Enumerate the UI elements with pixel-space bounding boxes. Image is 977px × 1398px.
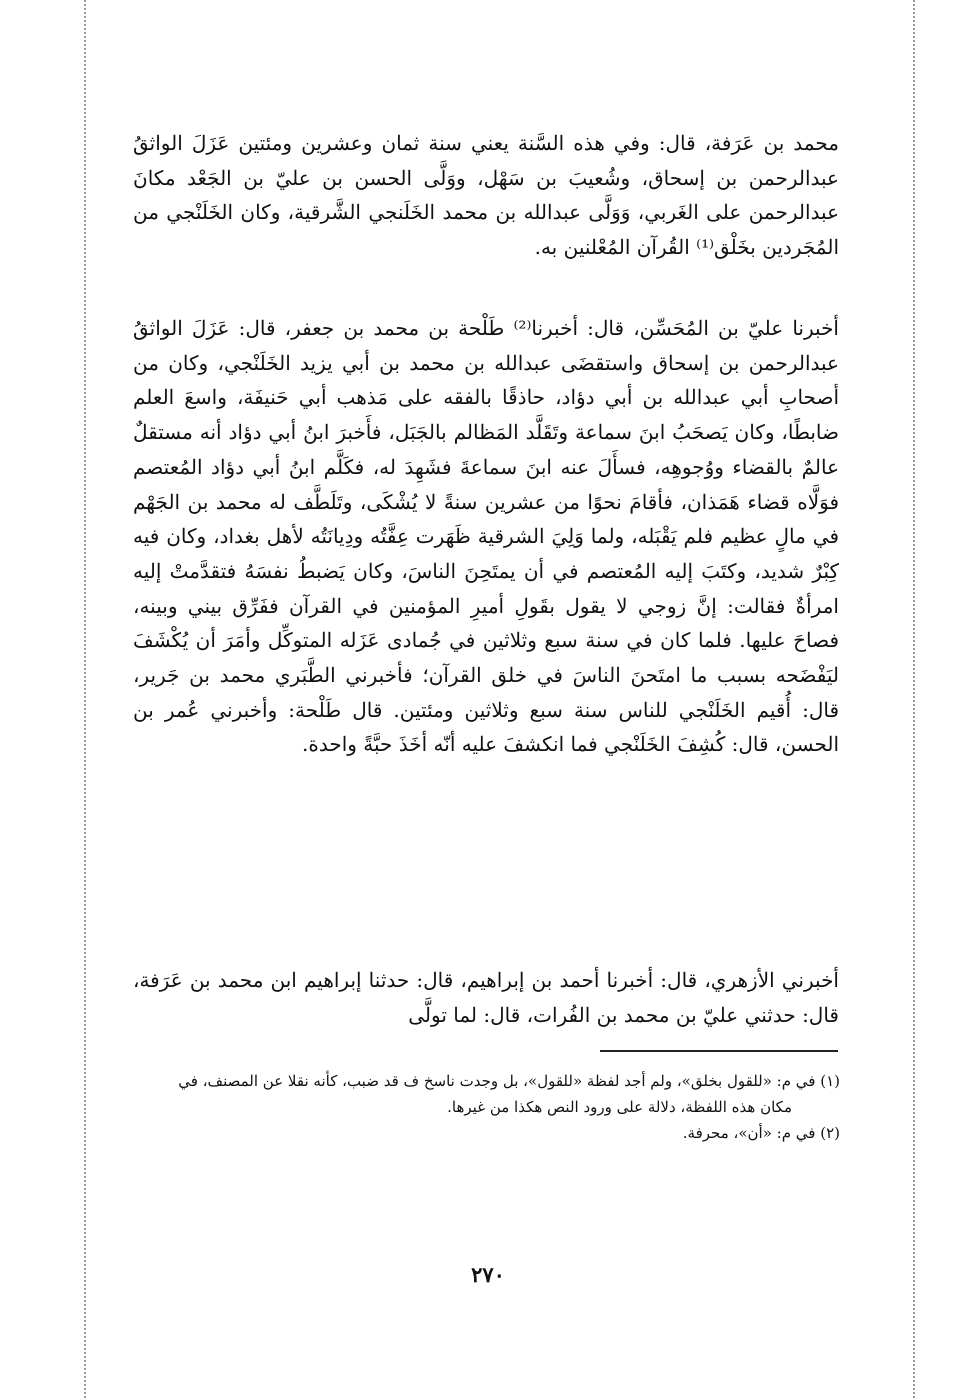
paragraph-2 <box>133 311 839 762</box>
paragraph-text: أخبرنا عليّ بن المُحَسِّن، قال: أخبرنا⁽²⁾ طَلْحة بن محمد بن جعفر، قال: عَزَلَ الواثقُ عبدالرحمن بن إسحاق واستقضَى عبدالله بن محمد بن أبي يزيد الخَلَنْجي، وكان من أصحابِ أبي عبدالله بن أبي دؤاد، حاذقًا بالفقه على مَذهب أبي حَنيفَة، واسعَ العلم ضابطًا، وكان يَصحَبُ ابنَ سماعة وتَقَلَّد المَظالم بالجَبَل، فأَخبرَ ابنُ أبي دؤاد أنه مستقلٌ عالمٌ بالقضاء ووُجوهِه، فسأَلَ عنه ابنَ سماعةَ فشَهِدَ له، فكَلَّم ابنُ أبي دؤاد المُعتصم فوَلَّاه قضاء هَمَذان، فأقامَ نحوًا من عشرين سنةً لا يُشْكَى، وتَلَطَّف له محمد بن الجَهْم في مالٍ عظيم فلم يَقْبَله، ولما وَلِيَ الشرقية ظَهَرت عِفَّتُه ودِيانَتُه لأهل بغداد، وكان فيه كِبْرٌ شديد، وكتَبَ إليه المُعتصم في أن يمتَحِنَ الناسَ، وكان يَضبطُ نفسَهُ فتقدَّمتْ إليه امرأةٌ فقالت: إنَّ زوجي لا يقول بقَولِ أميرِ المؤمنين في القرآن ففَرِّق بيني وبينه، فصاحَ عليها. فلما كان في سنة سبع وثلاثين في جُمادى عَزَله المتوكِّل وأمَرَ أن يُكْشَفَ ليَفْضَحه بسبب ما امتَحنَ الناسَ في خلق القرآن؛ فأخبرني الطَّبَري محمد بن جَرير، قال: أُقيم الخَلَنْجي للناس سنة سبع وثلاثين ومئتين. قال طَلْحة: وأخبرني عُمر بن الحسن، قال: كُشِفَ الخَلَنْجي فما انكشفَ عليه أنّه أخَذَ حبَّةً واحدة. <box>133 316 839 757</box>
footnote-divider <box>600 1050 838 1052</box>
paragraph-text: أخبرني الأزهري، قال: أخبرنا أحمد بن إبراهيم، قال: حدثنا إبراهيم ابن محمد بن عَرَفة، قال: حدثني عليّ بن محمد بن الفُرات، قال: لما تولَّى <box>133 968 839 1027</box>
footnote-1: (١) في م: «للقول بخلق»، ولم أجد لفظة «للقول»، بل وجدت ناسخ ف قد ضبب، كأنه نقلا عن المصنف، في مكان هذه اللفظة، دلالة على ورود النص هكذا من غيرها. <box>178 1072 840 1116</box>
page-edge-right <box>913 0 915 1398</box>
footnotes <box>160 1068 840 1146</box>
page-number: ٢٧٠ <box>471 1262 505 1287</box>
page-edge-left <box>84 0 86 1398</box>
paragraph-3 <box>133 963 839 1032</box>
paragraph-1 <box>133 126 839 265</box>
paragraph-text: محمد بن عَرَفة، قال: وفي هذه السَّنة يعني سنة ثمان وعشرين ومئتين عَزَلَ الواثقُ عبدالرحمن بن إسحاق، وشُعيبَ بن سَهْل، ووَلَّى الحسن بن عليّ بن الجَعْد مكانَ عبدالرحمن على الغَربي، وَوَلَّى عبدالله بن محمد الخَلَنجي الشَّرقية، وكان الخَلَنْجي من المُجَردين بخَلْق⁽¹⁾ القُرآن المُعْلنين به. <box>133 131 839 260</box>
footnote-2: (٢) في م: «أن»، محرفة. <box>682 1124 840 1142</box>
